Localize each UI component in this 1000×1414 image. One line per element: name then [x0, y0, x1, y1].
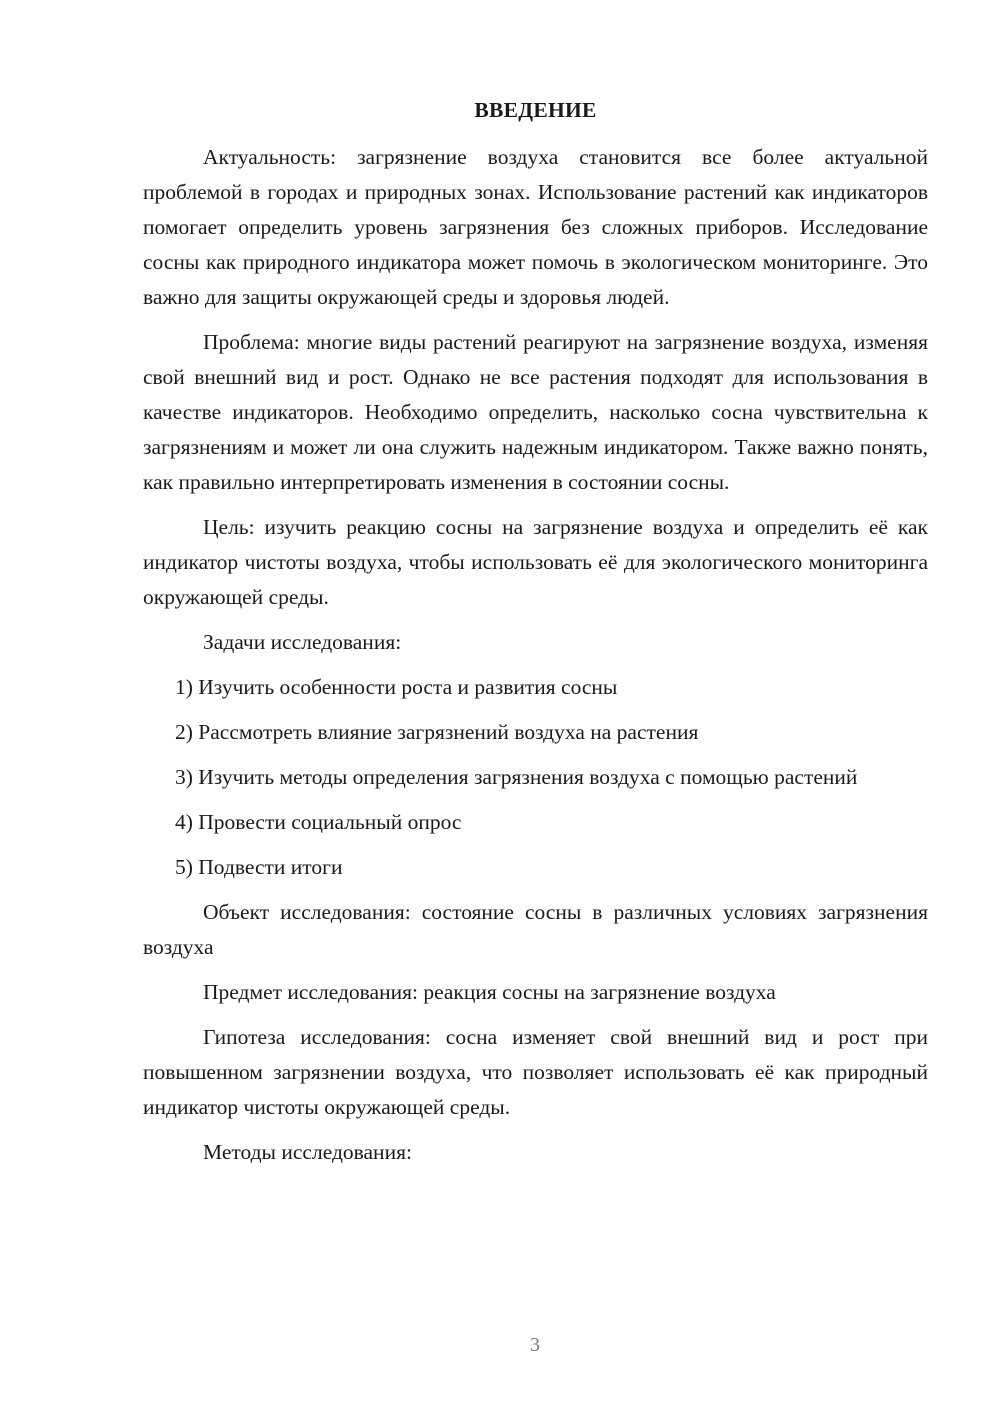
task-item-1: 1) Изучить особенности роста и развития сосны: [175, 675, 618, 699]
problem-paragraph: Проблема: многие виды растений реагируют на загрязнение воздуха, изменяя свой внешний вид и рост. Однако не все растения подходят для использования в качестве индикаторов. Необходимо определить, насколько сосна чувствительна к загрязнениям и может ли она служить надежным индикатором. Также важно понять, как правильно интерпретировать изменения в состоянии сосны.: [143, 330, 928, 494]
object-paragraph: Объект исследования: состояние сосны в различных условиях загрязнения воздуха: [143, 900, 928, 959]
relevance-paragraph: Актуальность: загрязнение воздуха становится все более актуальной проблемой в городах и природных зонах. Использование растений как индикаторов помогает определить уровень загрязнения без сложных приборов. Исследование сосны как природного индикатора может помочь в экологическом мониторинге. Это важно для защиты окружающей среды и здоровья людей.: [143, 145, 928, 309]
task-item-4: 4) Провести социальный опрос: [175, 810, 462, 834]
task-item-2: 2) Рассмотреть влияние загрязнений воздуха на растения: [175, 720, 699, 744]
task-item-3: 3) Изучить методы определения загрязнения воздуха с помощью растений: [175, 765, 858, 789]
methods-heading: Методы исследования:: [203, 1140, 412, 1164]
hypothesis-paragraph: Гипотеза исследования: сосна изменяет свой внешний вид и рост при повышенном загрязнении воздуха, что позволяет использовать её как природный индикатор чистоты окружающей среды.: [143, 1025, 928, 1119]
section-title: ВВЕДЕНИЕ: [474, 98, 597, 122]
task-item-5: 5) Подвести итоги: [175, 855, 343, 879]
subject-paragraph: Предмет исследования: реакция сосны на загрязнение воздуха: [203, 980, 776, 1004]
document-page: [143, 95, 928, 1180]
tasks-heading: Задачи исследования:: [203, 630, 402, 654]
goal-paragraph: Цель: изучить реакцию сосны на загрязнение воздуха и определить её как индикатор чистоты воздуха, чтобы использовать её для экологического мониторинга окружающей среды.: [143, 515, 928, 609]
page-number: 3: [530, 1334, 540, 1356]
